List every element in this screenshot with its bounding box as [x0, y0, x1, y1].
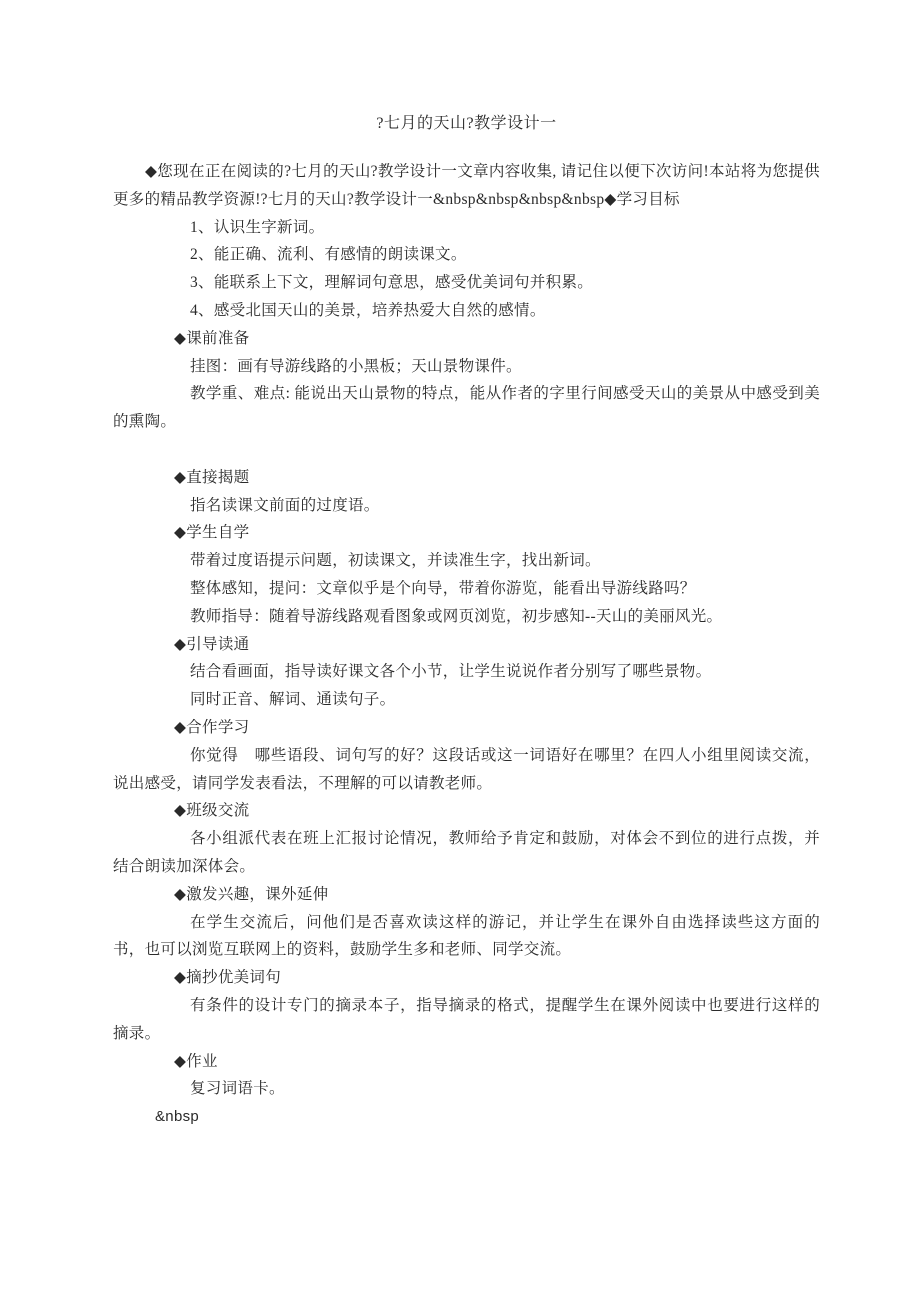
section-heading: ◆班级交流	[174, 802, 250, 820]
document-content	[113, 112, 820, 1131]
section-heading: ◆直接揭题	[174, 468, 250, 486]
paragraph: 4、感受北国天山的美景，培养热爱大自然的感情。	[190, 301, 546, 319]
paragraph: 复习词语卡。	[190, 1080, 285, 1098]
paragraph: 结合看画面，指导读好课文各个小节，让学生说说作者分别写了哪些景物。	[190, 663, 712, 681]
nbsp-artifact-line: &nbsp	[155, 1108, 200, 1126]
paragraph: 在学生交流后，问他们是否喜欢读这样的游记，并让学生在课外自由选择读些这方面的书，也可以浏览互联网上的资料，鼓励学生多和老师、同学交流。	[113, 913, 820, 959]
paragraph: 教学重、难点: 能说出天山景物的特点，能从作者的字里行间感受天山的美景从中感受到美的熏陶。	[113, 385, 820, 431]
document-title: ?七月的天山?教学设计一	[376, 115, 557, 132]
paragraph: 教师指导：随着导游线路观看图象或网页浏览，初步感知--天山的美丽风光。	[190, 607, 723, 625]
section-heading: ◆摘抄优美词句	[174, 969, 282, 987]
section-heading: ◆作业	[174, 1052, 218, 1070]
section-heading: ◆引导读通	[174, 635, 250, 653]
paragraph: 有条件的设计专门的摘录本子，指导摘录的格式，提醒学生在课外阅读中也要进行这样的摘录。	[113, 996, 820, 1042]
paragraph: 同时正音、解词、通读句子。	[190, 691, 396, 709]
paragraph: 挂图：画有导游线路的小黑板；天山景物课件。	[190, 357, 522, 375]
document-body	[113, 158, 820, 1131]
section-heading: ◆合作学习	[174, 718, 250, 736]
paragraph: 3、能联系上下文，理解词句意思，感受优美词句并积累。	[190, 274, 594, 292]
section-heading: ◆激发兴趣，课外延伸	[174, 885, 329, 903]
blank-line	[113, 436, 820, 464]
paragraph: 各小组派代表在班上汇报讨论情况，教师给予肯定和鼓励，对体会不到位的进行点拨，并结合朗读加深体会。	[113, 830, 820, 875]
paragraph: 2、能正确、流利、有感情的朗读课文。	[190, 246, 467, 264]
paragraph: 指名读课文前面的过度语。	[190, 496, 380, 514]
paragraph: 整体感知，提问：文章似乎是个向导，带着你游览，能看出导游线路吗？	[190, 579, 696, 597]
intro-paragraph: ◆您现在正在阅读的?七月的天山?教学设计一文章内容收集, 请记住以便下次访问!本站将为您提供更多的精品教学资源!?七月的天山?教学设计一&nbsp&nbsp&nbsp&nbsp◆学习目标	[113, 163, 820, 208]
section-heading: ◆学生自学	[174, 524, 250, 542]
paragraph: 1、认识生字新词。	[190, 218, 325, 236]
paragraph: 你觉得 哪些语段、词句写的好？这段话或这一词语好在哪里？在四人小组里阅读交流，说出感受，请同学发表看法，不理解的可以请教老师。	[113, 746, 820, 792]
section-heading: ◆课前准备	[174, 329, 250, 347]
paragraph: 带着过度语提示问题，初读课文，并读准生字，找出新词。	[190, 552, 601, 570]
